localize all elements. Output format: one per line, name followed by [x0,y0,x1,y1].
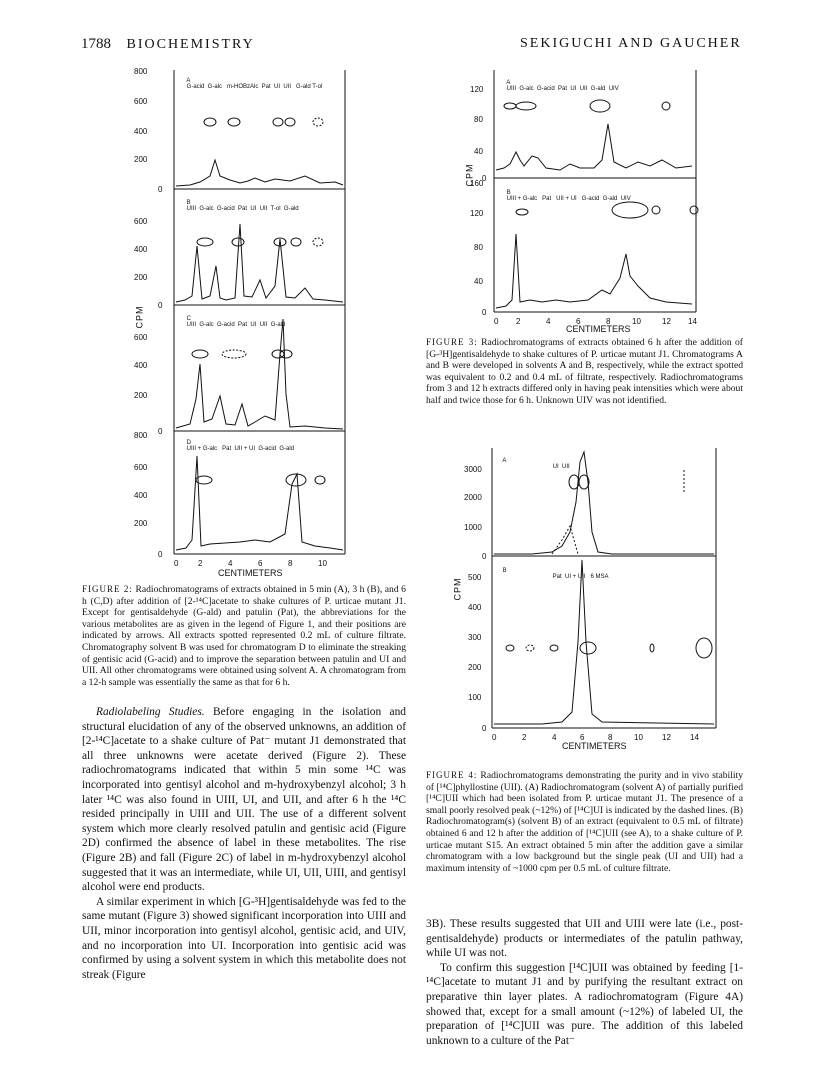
svg-text:8: 8 [606,317,611,326]
running-header-left [81,36,255,53]
svg-text:0: 0 [492,733,497,742]
svg-text:14: 14 [688,317,697,326]
svg-text:600: 600 [134,97,148,106]
figure-3-x-axis-label: CENTIMETERS [566,324,631,334]
svg-text:0: 0 [482,552,487,561]
figure-2-caption: FIGURE 2: Radiochromatograms of extracts obtained in 5 min (A), 3 h (B), and 6 h (C,D) after addition of [2-¹⁴C]acetate to shake cultures of P. urticae mutant J1. Except for gentisaldehyde (G-ald) and patulin (Pat), the abbreviations for the various metabolites are as given in the legend of Figure 1, and their positions are indicated by arrows. All extracts spotted represented 0.2 mL of culture filtrate. Chromatography solvent B was used for chromatogram D to eliminate the streaking of gentisic acid (G-acid) and to improve the separation between patulin and UI and UII. All other chromatograms were obtained using solvent A. A chromatogram from a 12-h sample was essentially the same as that for 6 h. [82,584,406,688]
figure-2 [130,64,360,584]
figure-3-y-axis-label: CPM [464,163,475,187]
left-column-body [82,705,406,982]
svg-text:400: 400 [134,245,148,254]
svg-text:2: 2 [516,317,521,326]
svg-text:500: 500 [468,573,482,582]
svg-text:600: 600 [134,333,148,342]
svg-text:120: 120 [470,209,484,218]
svg-text:1000: 1000 [464,523,482,532]
svg-text:4: 4 [228,559,233,568]
svg-text:10: 10 [632,317,641,326]
svg-text:12: 12 [662,733,671,742]
page-number: 1788 [81,36,111,52]
svg-text:0: 0 [158,427,163,436]
svg-text:800: 800 [134,67,148,76]
figure-4-x-axis-label: CENTIMETERS [562,741,627,751]
figure-2-panel-a-labels: A G-acid G-alc m-HOBzAlc Pat UI UII G-ald T-ol [186,78,323,90]
figure-2-panel-c-labels: C UIII G-alc G-acid Pat UI UII G-ald [186,316,286,328]
figure-2-y-axis-label: CPM [134,305,145,329]
svg-text:120: 120 [470,85,484,94]
figure-3-caption: FIGURE 3: Radiochromatograms of extracts obtained 6 h after the addition of [G-³H]gentisaldehyde to shake cultures of P. urticae mutant J1. Chromatograms A and B were developed in solvents A and B, respectively, while the extract spotted was equivalent to 0.2 and 0.4 mL of filtrate, respectively. Radiochromatograms from 3 and 12 h extracts differed only in having peak intensities which were about half and twice those for 6 h. Unknown UIV was not identified. [426,337,743,406]
svg-text:80: 80 [474,243,483,252]
paragraph-radiolabeling: Radiolabeling Studies. Before engaging in the isolation and structural elucidation of any of the observed unknowns, an addition of [2-¹⁴C]acetate to a shake culture of Pat⁻ mutant J1 demonstrated that all three unknowns were acetate derived (Figure 2). These radiochromatograms indicated that within 5 min some ¹⁴C was incorporated into gentisyl alcohol and m-hydroxybenzyl alcohol; 3 h later ¹⁴C was also found in UIII, UI, and UII, and after 6 h the ¹⁴C resided principally in UIII and UII. The use of a different solvent system which more clearly resolved patulin and gentisic acid (Figure 2D) confirmed the absence of label in these metabolites. The rise (Figure 2B) and fall (Figure 2C) of label in m-hydroxybenzyl alcohol suggested that it was an intermediate, while UI, UII, UIII, and gentisyl alcohol were end products. [82,706,406,894]
svg-text:10: 10 [318,559,327,568]
svg-text:0: 0 [158,185,163,194]
svg-text:200: 200 [134,391,148,400]
svg-text:0: 0 [494,317,499,326]
svg-text:200: 200 [468,663,482,672]
figure-3 [464,64,710,336]
figure-3-panel-a-labels: A UIII G-alc G-acid Pat UI UII G-ald UIV [506,80,619,92]
right-column-body [426,917,743,1048]
svg-text:0: 0 [158,550,163,559]
svg-text:160: 160 [470,179,484,188]
svg-text:600: 600 [134,217,148,226]
svg-text:14: 14 [690,733,699,742]
svg-text:400: 400 [134,361,148,370]
svg-text:80: 80 [474,115,483,124]
svg-text:3000: 3000 [464,465,482,474]
svg-text:4: 4 [552,733,557,742]
svg-text:6: 6 [580,733,585,742]
svg-text:8: 8 [288,559,293,568]
paragraph-continuation: 3B). These results suggested that UII and UIII were late (i.e., post-gentisaldehyde) products or intermediates of the patulin pathway, while UI was not. [426,918,743,960]
figure-4-caption: FIGURE 4: Radiochromatograms demonstrating the purity and in vivo stability of [¹⁴C]phyllostine (UII). (A) Radiochromatogram (solvent A) of partially purified [¹⁴C]UII which had been isolated from P. urticae mutant J1. The presence of a small poorly resolved peak (~12%) of [¹⁴C]UI is indicated by the dashed lines. (B) Radiochromatogram(s) (solvent B) of an extract (equivalent to 0.5 mL of filtrate) obtained 6 and 12 h after the addition of [¹⁴C]UII (see A), to a shake culture of P. urticae mutant S15. An extract obtained 5 min after the addition gave a similar chromatogram with a low background but the single peak (UI and UII) had a maximum intensity of ~1000 cpm per 0.5 mL of culture filtrate. [426,770,743,874]
svg-text:400: 400 [134,127,148,136]
svg-text:600: 600 [134,463,148,472]
figure-4-panel-b-labels: B Pat UI + UII 6 MSA [502,568,609,580]
figure-2-panel-b-labels: B UIII G-alc G-acid Pat UI UII T-ol G-ald [186,200,299,212]
svg-text:800: 800 [134,431,148,440]
svg-text:8: 8 [608,733,613,742]
svg-text:2: 2 [522,733,527,742]
svg-text:2: 2 [198,559,203,568]
svg-text:200: 200 [134,273,148,282]
svg-text:0: 0 [158,301,163,310]
svg-text:4: 4 [546,317,551,326]
svg-text:200: 200 [134,155,148,164]
figure-2-panel-d-labels: D UIII + G-alc Pat UII + UI G-acid G-ald [186,440,295,452]
svg-text:40: 40 [474,147,483,156]
svg-text:300: 300 [468,633,482,642]
paragraph-gentisaldehyde-experiment: A similar experiment in which [G-³H]gentisaldehyde was fed to the same mutant (Figure 3) showed significant incorporation into UIII and UII, minor incorporation into gentisyl alcohol, gentisic acid, and UIV, and no incorporation into UI. Incorporation into gentisic acid was confirmed by using a solvent system in which this metabolite does not streak (Figure [82,895,406,981]
svg-text:6: 6 [258,559,263,568]
svg-text:40: 40 [474,277,483,286]
svg-text:0: 0 [482,174,487,183]
figure-4 [452,442,732,752]
svg-text:2000: 2000 [464,493,482,502]
svg-text:12: 12 [662,317,671,326]
svg-text:6: 6 [576,317,581,326]
figure-4-y-axis-label: CPM [452,577,463,601]
journal-name: BIOCHEMISTRY [126,37,255,52]
svg-text:100: 100 [468,693,482,702]
running-header-authors: SEKIGUCHI AND GAUCHER [520,36,742,51]
svg-text:0: 0 [174,559,179,568]
figure-2-x-axis-label: CENTIMETERS [218,568,283,578]
svg-text:0: 0 [482,724,487,733]
svg-text:200: 200 [134,519,148,528]
svg-text:400: 400 [134,491,148,500]
svg-text:400: 400 [468,603,482,612]
svg-text:0: 0 [482,308,487,317]
figure-4-plot [452,442,732,752]
paragraph-confirmation: To confirm this suggestion [¹⁴C]UII was obtained by feeding [1-¹⁴C]acetate to mutant J1 and by purifying the resultant extract on preparative thin layer plates. A radiochromatogram (Figure 4A) showed that, except for a small amount (~12%) of labeled UI, the preparation of [¹⁴C]UII was pure. The addition of this labeled unknown to a culture of the Pat⁻ [426,961,743,1047]
figure-4-panel-a-labels: A UI UII [502,458,570,470]
svg-text:10: 10 [634,733,643,742]
figure-3-panel-b-labels: B UIII + G-alc Pat UII + UI G-acid G-ald UIV [506,190,631,202]
